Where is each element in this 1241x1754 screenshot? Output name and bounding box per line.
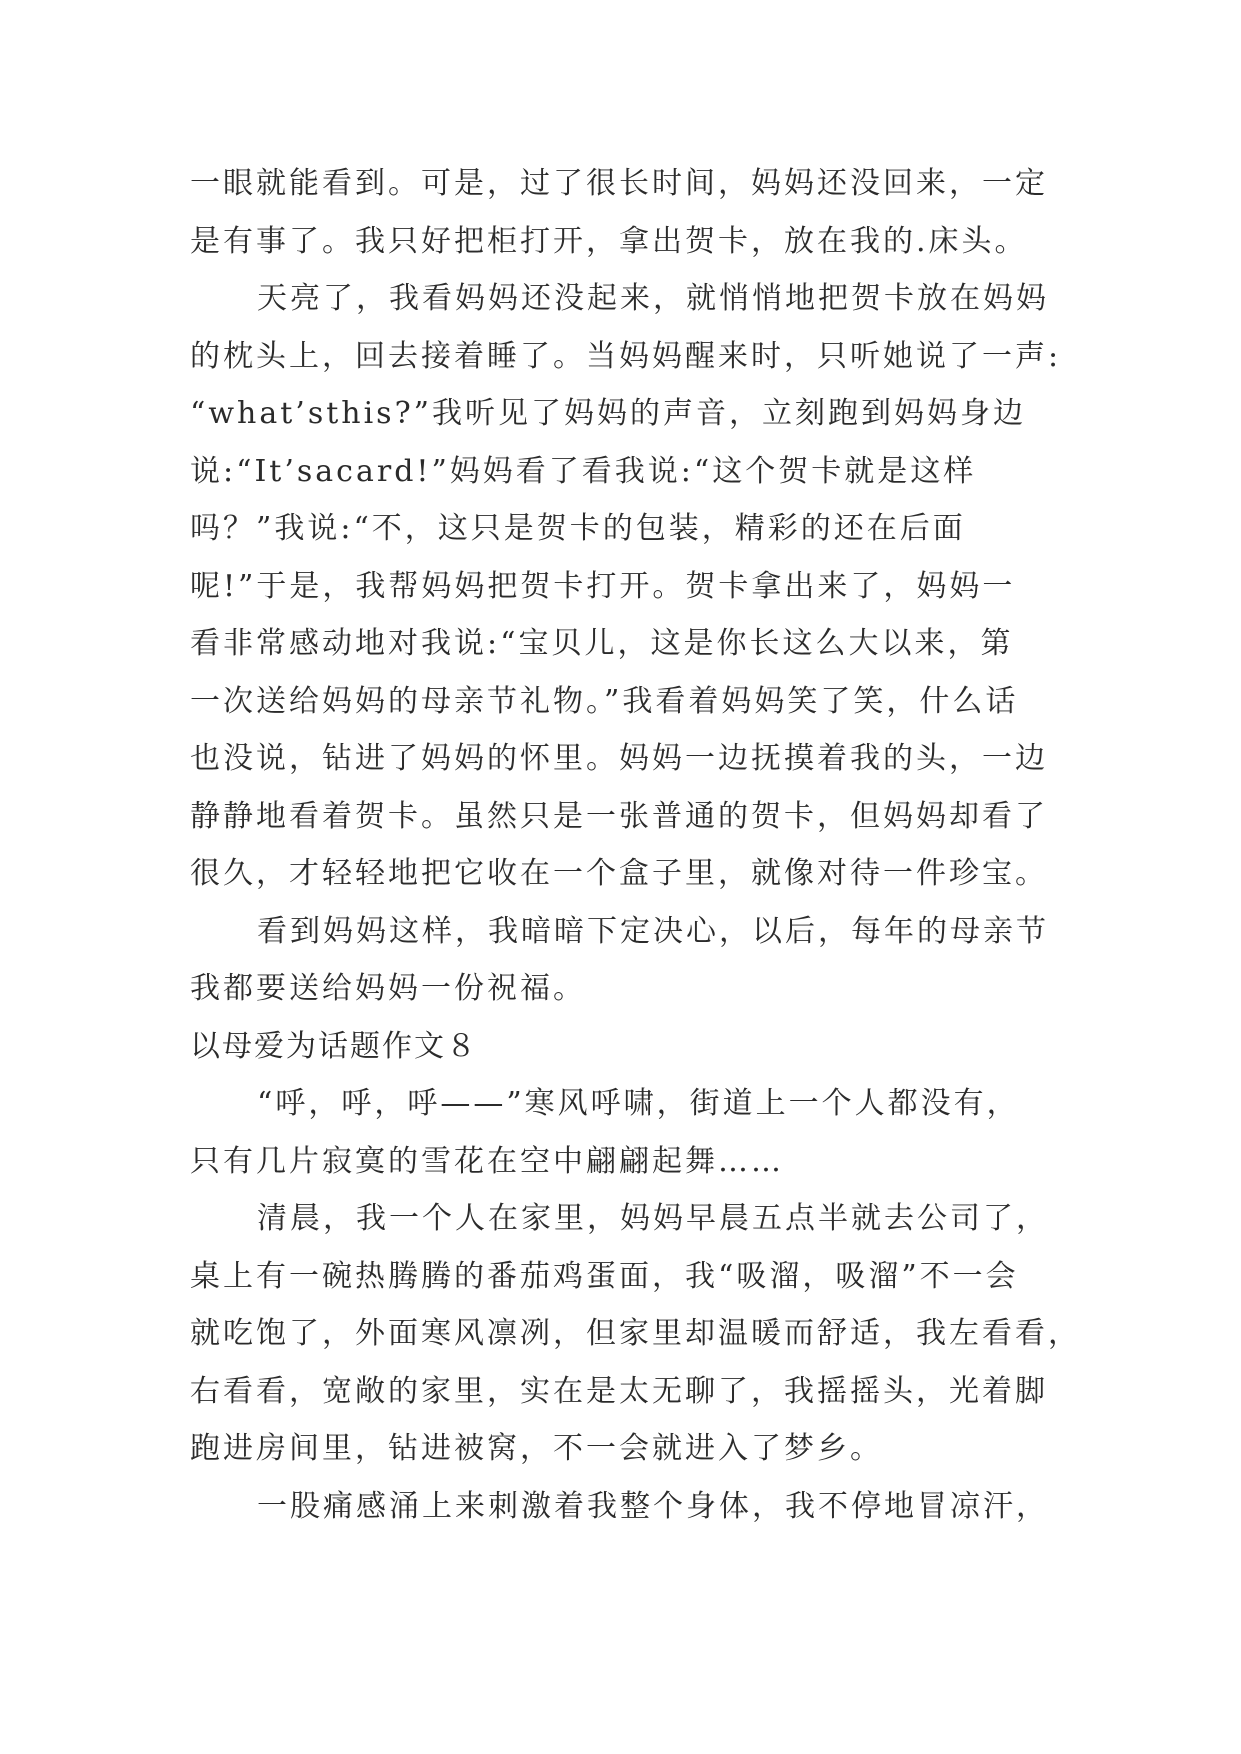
text-line: 吗？”我说:“不，这只是贺卡的包装，精彩的还在后面 <box>190 511 966 546</box>
text-line: 很久，才轻轻地把它收在一个盒子里，就像对待一件珍宝。 <box>190 856 1048 891</box>
text-line: 桌上有一碗热腾腾的番茄鸡蛋面，我“吸溜，吸溜”不一会 <box>190 1258 1019 1294</box>
text-line: 一次送给妈妈的母亲节礼物。”我看着妈妈笑了笑，什么话 <box>190 683 1019 719</box>
text-line: 也没说，钻进了妈妈的怀里。妈妈一边抚摸着我的头，一边 <box>190 741 1048 776</box>
text-line: 是有事了。我只好把柜打开，拿出贺卡，放在我的.床头。 <box>190 223 1028 259</box>
text-line: 只有几片寂寞的雪花在空中翩翩起舞…… <box>190 1143 784 1179</box>
text-line: 静静地看着贺卡。虽然只是一张普通的贺卡，但妈妈却看了 <box>190 798 1048 834</box>
paragraph-start-line: 一股痛感涌上来刺激着我整个身体，我不停地冒凉汗， <box>257 1488 1049 1524</box>
text-line: 的枕头上，回去接着睡了。当妈妈醒来时，只听她说了一声: <box>190 338 1062 374</box>
text-line: 说:“It’sacard!”妈妈看了看我说:“这个贺卡就是这样 <box>190 453 977 489</box>
text-line: “what’sthis?”我听见了妈妈的声音，立刻跑到妈妈身边 <box>190 396 1026 431</box>
document-page <box>190 155 1081 1535</box>
paragraph-start-line: 看到妈妈这样，我暗暗下定决心，以后，每年的母亲节 <box>257 913 1049 949</box>
text-line: 跑进房间里，钻进被窝，不一会就进入了梦乡。 <box>190 1431 883 1466</box>
text-line: 呢!”于是，我帮妈妈把贺卡打开。贺卡拿出来了，妈妈一 <box>190 568 1016 604</box>
section-heading: 以母爱为话题作文８ <box>190 1028 478 1064</box>
text-line: 看非常感动地对我说:“宝贝儿，这是你长这么大以来，第 <box>190 626 1014 661</box>
text-line: 一眼就能看到。可是，过了很长时间，妈妈还没回来，一定 <box>190 166 1048 201</box>
text-line: 我都要送给妈妈一份祝福。 <box>190 971 586 1006</box>
paragraph-start-line: “呼，呼，呼——”寒风呼啸，街道上一个人都没有， <box>257 1086 1020 1121</box>
text-line: 右看看，宽敞的家里，实在是太无聊了，我摇摇头，光着脚 <box>190 1373 1048 1409</box>
text-line: 就吃饱了，外面寒风凛冽，但家里却温暖而舒适，我左看看， <box>190 1316 1081 1351</box>
paragraph-start-line: 天亮了，我看妈妈还没起来，就悄悄地把贺卡放在妈妈 <box>257 281 1049 316</box>
paragraph-start-line: 清晨，我一个人在家里，妈妈早晨五点半就去公司了， <box>257 1201 1049 1236</box>
